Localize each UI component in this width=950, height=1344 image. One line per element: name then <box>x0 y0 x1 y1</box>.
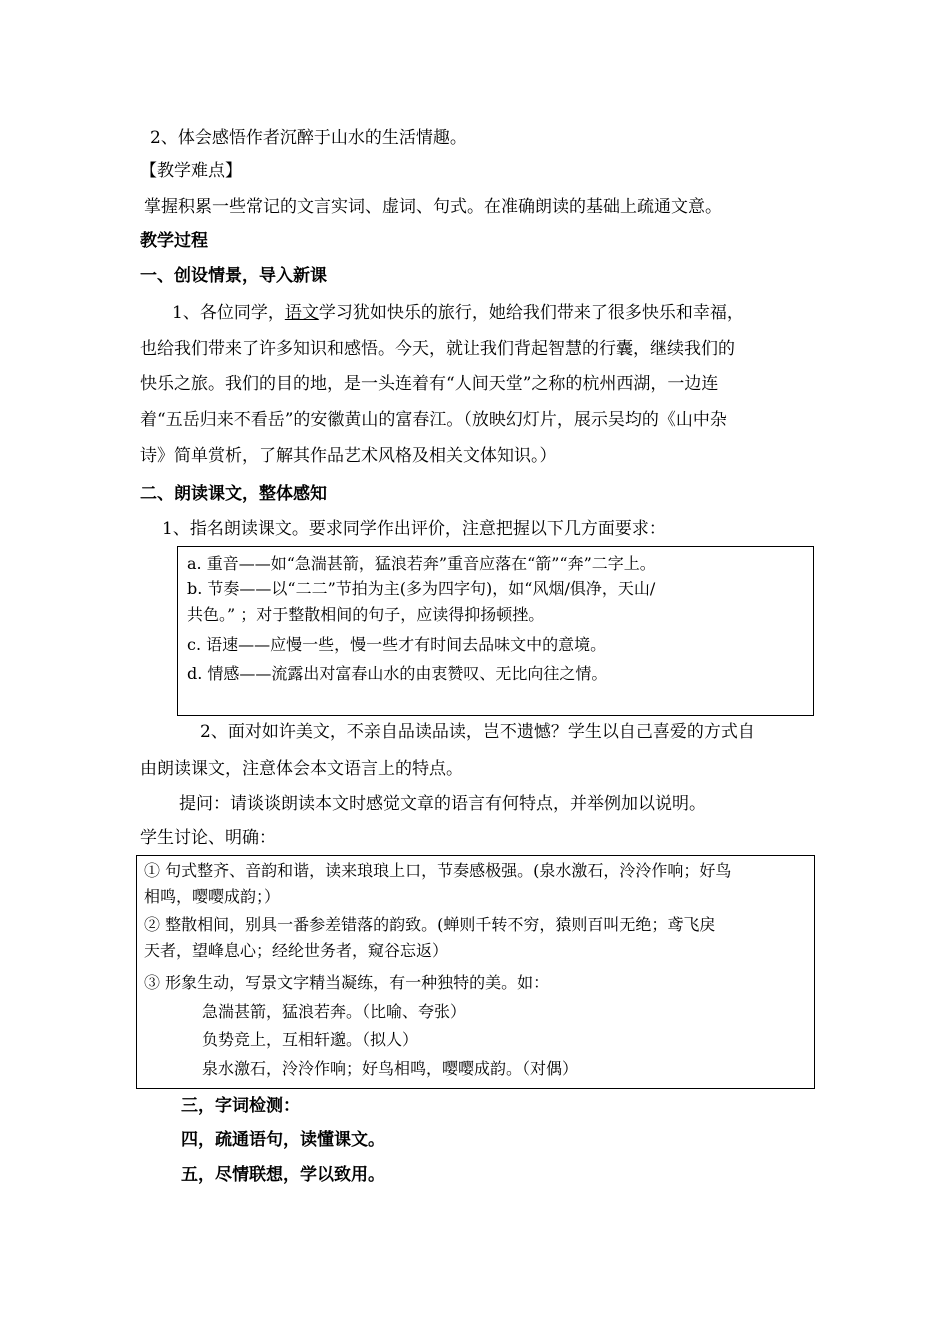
discussion-label: 学生讨论、明确： <box>140 828 276 848</box>
example-simile: 急湍甚箭，猛浪若奔。（比喻、夸张） <box>202 1002 467 1021</box>
example-parallelism: 泉水激石，泠泠作响；好鸟相鸣，嘤嘤成韵。（对偶） <box>202 1059 579 1078</box>
section2-item2-line: 2、面对如许美文，不亲自品读品读，岂不遗憾？学生以自己喜爱的方式自 <box>200 722 755 742</box>
section3-heading: 三，字词检测： <box>181 1096 300 1116</box>
section1-paragraph-line: 1、各位同学，语文学习犹如快乐的旅行，她给我们带来了很多快乐和幸福， <box>172 303 744 323</box>
section1-paragraph-line: 诗》简单赏析，了解其作品艺术风格及相关文体知识。） <box>140 446 557 466</box>
feature-3: ③ 形象生动，写景文字精当凝练，有一种独特的美。如： <box>144 973 550 992</box>
example-personification: 负势竞上，互相轩邈。（拟人） <box>202 1030 419 1049</box>
requirement-emotion: d. 情感——流露出对富春山水的由衷赞叹、无比向往之情。 <box>187 664 608 683</box>
requirement-rhythm-cont: 共色。” ；对于整散相间的句子，应读得抑扬顿挫。 <box>187 605 545 624</box>
difficulty-header: 【教学难点】 <box>140 161 242 181</box>
section2-item1: 1、指名朗读课文。要求同学作出评价，注意把握以下几方面要求： <box>162 519 666 539</box>
requirement-speed: c. 语速——应慢一些，慢一些才有时间去品味文中的意境。 <box>187 635 607 654</box>
feature-1: ① 句式整齐、音韵和谐，读来琅琅上口，节奏感极强。(泉水激石，泠泠作响；好鸟 <box>144 861 732 880</box>
feature-2: ② 整散相间，别具一番参差错落的韵致。(蝉则千转不穷，猿则百叫无绝；鸢飞戾 <box>144 915 716 934</box>
section1-paragraph-line: 着“五岳归来不看岳”的安徽黄山的富春江。（放映幻灯片，展示吴均的《山中杂 <box>140 410 727 430</box>
section2-heading: 二、朗读课文，整体感知 <box>140 484 327 504</box>
feature-2-cont: 天者，望峰息心；经纶世务者，窥谷忘返） <box>144 941 449 960</box>
section1-heading: 一、创设情景，导入新课 <box>140 266 327 286</box>
requirement-rhythm: b. 节奏——以“二二”节拍为主(多为四字句)，如“风烟/俱净，天山/ <box>187 579 656 598</box>
section1-paragraph-line: 快乐之旅。我们的目的地，是一头连着有“人间天堂”之称的杭州西湖，一边连 <box>140 374 719 394</box>
chinese-subject-link[interactable]: 语文 <box>284 303 319 323</box>
section4-heading: 四，疏通语句，读懂课文。 <box>181 1130 385 1150</box>
process-title: 教学过程 <box>140 231 208 251</box>
requirement-stress: a. 重音——如“急湍甚箭，猛浪若奔”重音应落在“箭”“奔”二字上。 <box>187 554 656 573</box>
section5-heading: 五，尽情联想，学以致用。 <box>181 1165 385 1185</box>
section1-paragraph-line: 也给我们带来了许多知识和感悟。今天，就让我们背起智慧的行囊，继续我们的 <box>140 339 735 359</box>
section2-item2-line: 由朗读课文，注意体会本文语言上的特点。 <box>140 759 463 779</box>
goal-2: 2、体会感悟作者沉醉于山水的生活情趣。 <box>150 128 467 148</box>
question-text: 提问：请谈谈朗读本文时感觉文章的语言有何特点，并举例加以说明。 <box>179 794 706 814</box>
difficulty-text: 掌握积累一些常记的文言实词、虚词、句式。在准确朗读的基础上疏通文意。 <box>144 197 722 217</box>
feature-1-cont: 相鸣，嘤嘤成韵；） <box>144 887 281 906</box>
